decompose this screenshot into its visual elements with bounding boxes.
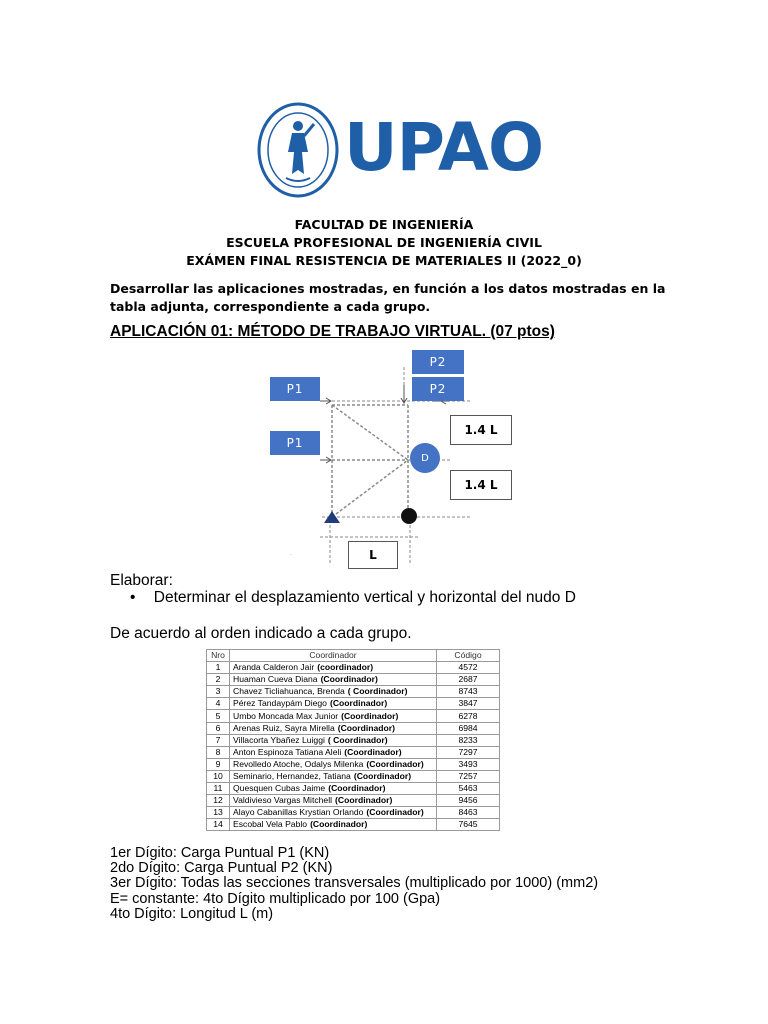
- row-number: [207, 698, 230, 710]
- row-number-text: 9: [215, 758, 221, 769]
- row-number: [207, 734, 230, 746]
- row-number-text: 11: [213, 783, 223, 794]
- dim-base: L: [348, 541, 398, 569]
- coordinator-name: Arenas Ruiz, Sayra Mirella: [233, 722, 335, 733]
- code-cell: [437, 698, 500, 710]
- roller-support-icon: [401, 508, 417, 524]
- row-number-text: 10: [213, 770, 223, 781]
- coordinator-tag: (Coordinador): [337, 722, 396, 733]
- row-number-text: 4: [215, 698, 221, 709]
- row-number: [207, 674, 230, 686]
- task-bullet-text: Determinar el desplazamiento vertical y horizontal del nudo D: [153, 589, 576, 606]
- coordinator-tag: ( Coordinador): [347, 686, 408, 697]
- coordinator-tag: ( Coordinador): [327, 734, 388, 745]
- row-number-text: 5: [215, 710, 221, 721]
- code-cell: [437, 795, 500, 807]
- row-number: [207, 758, 230, 770]
- row-number-text: 14: [213, 819, 223, 830]
- code-cell: [437, 783, 500, 795]
- dim-upper: 1.4 L: [450, 415, 512, 445]
- application-title: APLICACIÓN 01: MÉTODO DE TRABAJO VIRTUAL. (07 ptos): [110, 323, 555, 340]
- row-number: [207, 746, 230, 758]
- code-text: 2687: [458, 674, 478, 685]
- code-cell: [437, 819, 500, 831]
- coordinator-cell: [230, 722, 437, 734]
- coordinator-cell: [230, 770, 437, 782]
- code-text: 7257: [458, 770, 478, 781]
- coordinator-tag: (Coordinador): [310, 819, 368, 830]
- truss-diagram: [260, 345, 520, 575]
- code-text: 7297: [458, 746, 478, 757]
- coordinator-tag: (Coordinador): [366, 758, 424, 769]
- coordinator-name: Revolledo Atoche, Odalys Milenka: [233, 758, 364, 769]
- coordinator-cell: [230, 686, 437, 698]
- table-row: [207, 722, 500, 734]
- code-text: 4572: [458, 662, 478, 673]
- university-seal-icon: [256, 100, 340, 200]
- row-number-text: 6: [215, 722, 221, 733]
- code-text: 3493: [458, 758, 478, 769]
- intro-paragraph: Desarrollar las aplicaciones mostradas, en función a los datos mostradas en la tabla adjunta, correspondiente a cada grupo.: [110, 281, 666, 314]
- code-cell: [437, 758, 500, 770]
- code-cell: [437, 746, 500, 758]
- row-number: [207, 662, 230, 674]
- header-nro: Nro: [207, 650, 230, 662]
- table-row: [207, 686, 500, 698]
- code-text: 8463: [458, 807, 478, 818]
- coordinator-cell: [230, 819, 437, 831]
- coordinator-name: Villacorta Ybañez Luiggi: [233, 734, 325, 745]
- coordinator-name: Quesquen Cubas Jaime: [233, 783, 326, 794]
- order-text: De acuerdo al orden indicado a cada grupo.: [110, 625, 412, 642]
- table-row: [207, 674, 500, 686]
- exam-title: EXÁMEN FINAL RESISTENCIA DE MATERIALES II (2022_0): [186, 253, 582, 268]
- header-codigo: Código: [437, 650, 500, 662]
- coordinator-tag: (Coordinador): [320, 674, 378, 685]
- node-d-marker: D: [410, 443, 440, 473]
- coordinator-name: Alayo Cabanillas Krystian Orlando: [233, 807, 364, 818]
- row-number: [207, 722, 230, 734]
- code-text: 3847: [458, 698, 478, 709]
- groups-table: [206, 649, 500, 831]
- coordinator-cell: [230, 734, 437, 746]
- load-p2-top: P2: [412, 350, 464, 374]
- coordinator-name: Seminario, Hernandez, Tatiana: [233, 770, 351, 781]
- table-row: [207, 770, 500, 782]
- row-number: [207, 686, 230, 698]
- task-bullet: [130, 589, 576, 607]
- table-row: [207, 662, 500, 674]
- row-number-text: 2: [215, 674, 221, 685]
- coordinator-tag: (Coordinador): [328, 783, 386, 794]
- coordinator-name: Valdivieso Vargas Mitchell: [233, 795, 333, 806]
- code-cell: [437, 734, 500, 746]
- code-cell: [437, 807, 500, 819]
- code-cell: [437, 710, 500, 722]
- load-p2-mid: P2: [412, 377, 464, 401]
- header-coordinador: Coordinador: [230, 650, 437, 662]
- row-number: [207, 795, 230, 807]
- row-number-text: 8: [215, 746, 221, 757]
- load-p1-top: P1: [270, 377, 320, 401]
- coordinator-cell: [230, 783, 437, 795]
- coordinator-name: Pérez Tandaypám Diego: [233, 698, 327, 709]
- row-number-text: 13: [213, 807, 223, 818]
- table-row: [207, 795, 500, 807]
- coordinator-name: Huaman Cueva Diana: [233, 674, 318, 685]
- svg-text:.: .: [290, 551, 292, 557]
- coordinator-cell: [230, 746, 437, 758]
- table-row: [207, 698, 500, 710]
- code-text: 9456: [458, 795, 478, 806]
- digit-2-text: 2do Dígito: Carga Puntual P2 (KN): [110, 860, 333, 877]
- table-row: [207, 783, 500, 795]
- coordinator-tag: (Coordinador): [366, 807, 424, 818]
- table-row: [207, 746, 500, 758]
- coordinator-cell: [230, 662, 437, 674]
- code-cell: [437, 722, 500, 734]
- code-text: 8233: [458, 734, 478, 745]
- coordinator-name: Anton Espinoza Tatiana Aleli: [233, 746, 342, 757]
- table-row: [207, 710, 500, 722]
- coordinator-tag: (coordinador): [317, 662, 374, 673]
- document-header: [0, 216, 768, 270]
- coordinator-cell: [230, 710, 437, 722]
- row-number-text: 7: [215, 734, 221, 745]
- digit-legend: [110, 846, 598, 922]
- row-number: [207, 819, 230, 831]
- code-text: 6278: [458, 710, 478, 721]
- load-p1-mid: P1: [270, 431, 320, 455]
- upao-wordmark: UPAO: [344, 109, 544, 186]
- coordinator-name: Aranda Calderon Jair: [233, 662, 315, 673]
- e-constant-text: E= constante: 4to Dígito multiplicado por 100 (Gpa): [110, 890, 441, 907]
- coordinator-cell: [230, 674, 437, 686]
- coordinator-tag: (Coordinador): [335, 795, 393, 806]
- elaborar-label: Elaborar:: [110, 572, 173, 589]
- code-text: 7645: [458, 819, 478, 830]
- code-cell: [437, 686, 500, 698]
- coordinator-cell: [230, 698, 437, 710]
- table-row: [207, 807, 500, 819]
- code-cell: [437, 674, 500, 686]
- coordinator-cell: [230, 807, 437, 819]
- digit-4-text: 4to Dígito: Longitud L (m): [110, 905, 274, 922]
- coordinator-tag: (Coordinador): [329, 698, 388, 709]
- code-text: 5463: [458, 783, 478, 794]
- code-cell: [437, 770, 500, 782]
- row-number-text: 3: [215, 686, 221, 697]
- table-row: [207, 758, 500, 770]
- row-number: [207, 807, 230, 819]
- coordinator-cell: [230, 795, 437, 807]
- row-number: [207, 783, 230, 795]
- code-text: 8743: [458, 686, 478, 697]
- coordinator-tag: (Coordinador): [344, 746, 402, 757]
- dim-lower: 1.4 L: [450, 470, 512, 500]
- table-row: [207, 734, 500, 746]
- digit-1-text: 1er Dígito: Carga Puntual P1 (KN): [110, 845, 330, 861]
- university-logo: [256, 100, 544, 200]
- row-number-text: 12: [213, 795, 223, 806]
- coordinator-name: Escobal Vela Pablo: [233, 819, 308, 830]
- row-number: [207, 770, 230, 782]
- digit-3-text: 3er Dígito: Todas las secciones transversales (multiplicado por 1000) (mm2): [110, 875, 599, 892]
- coordinator-tag: (Coordinador): [353, 770, 412, 781]
- school-title: ESCUELA PROFESIONAL DE INGENIERÍA CIVIL: [226, 235, 542, 250]
- coordinator-cell: [230, 758, 437, 770]
- table-header-row: [207, 650, 500, 662]
- row-number: [207, 710, 230, 722]
- coordinator-name: Chavez Ticliahuanca, Brenda: [233, 686, 345, 697]
- table-row: [207, 819, 500, 831]
- faculty-title: FACULTAD DE INGENIERÍA: [294, 217, 474, 232]
- coordinator-name: Umbo Moncada Max Junior: [233, 710, 339, 721]
- row-number-text: 1: [215, 662, 221, 673]
- bullet-dot-icon: •: [130, 589, 136, 606]
- code-text: 6984: [458, 722, 478, 733]
- coordinator-tag: (Coordinador): [341, 710, 399, 721]
- code-cell: [437, 662, 500, 674]
